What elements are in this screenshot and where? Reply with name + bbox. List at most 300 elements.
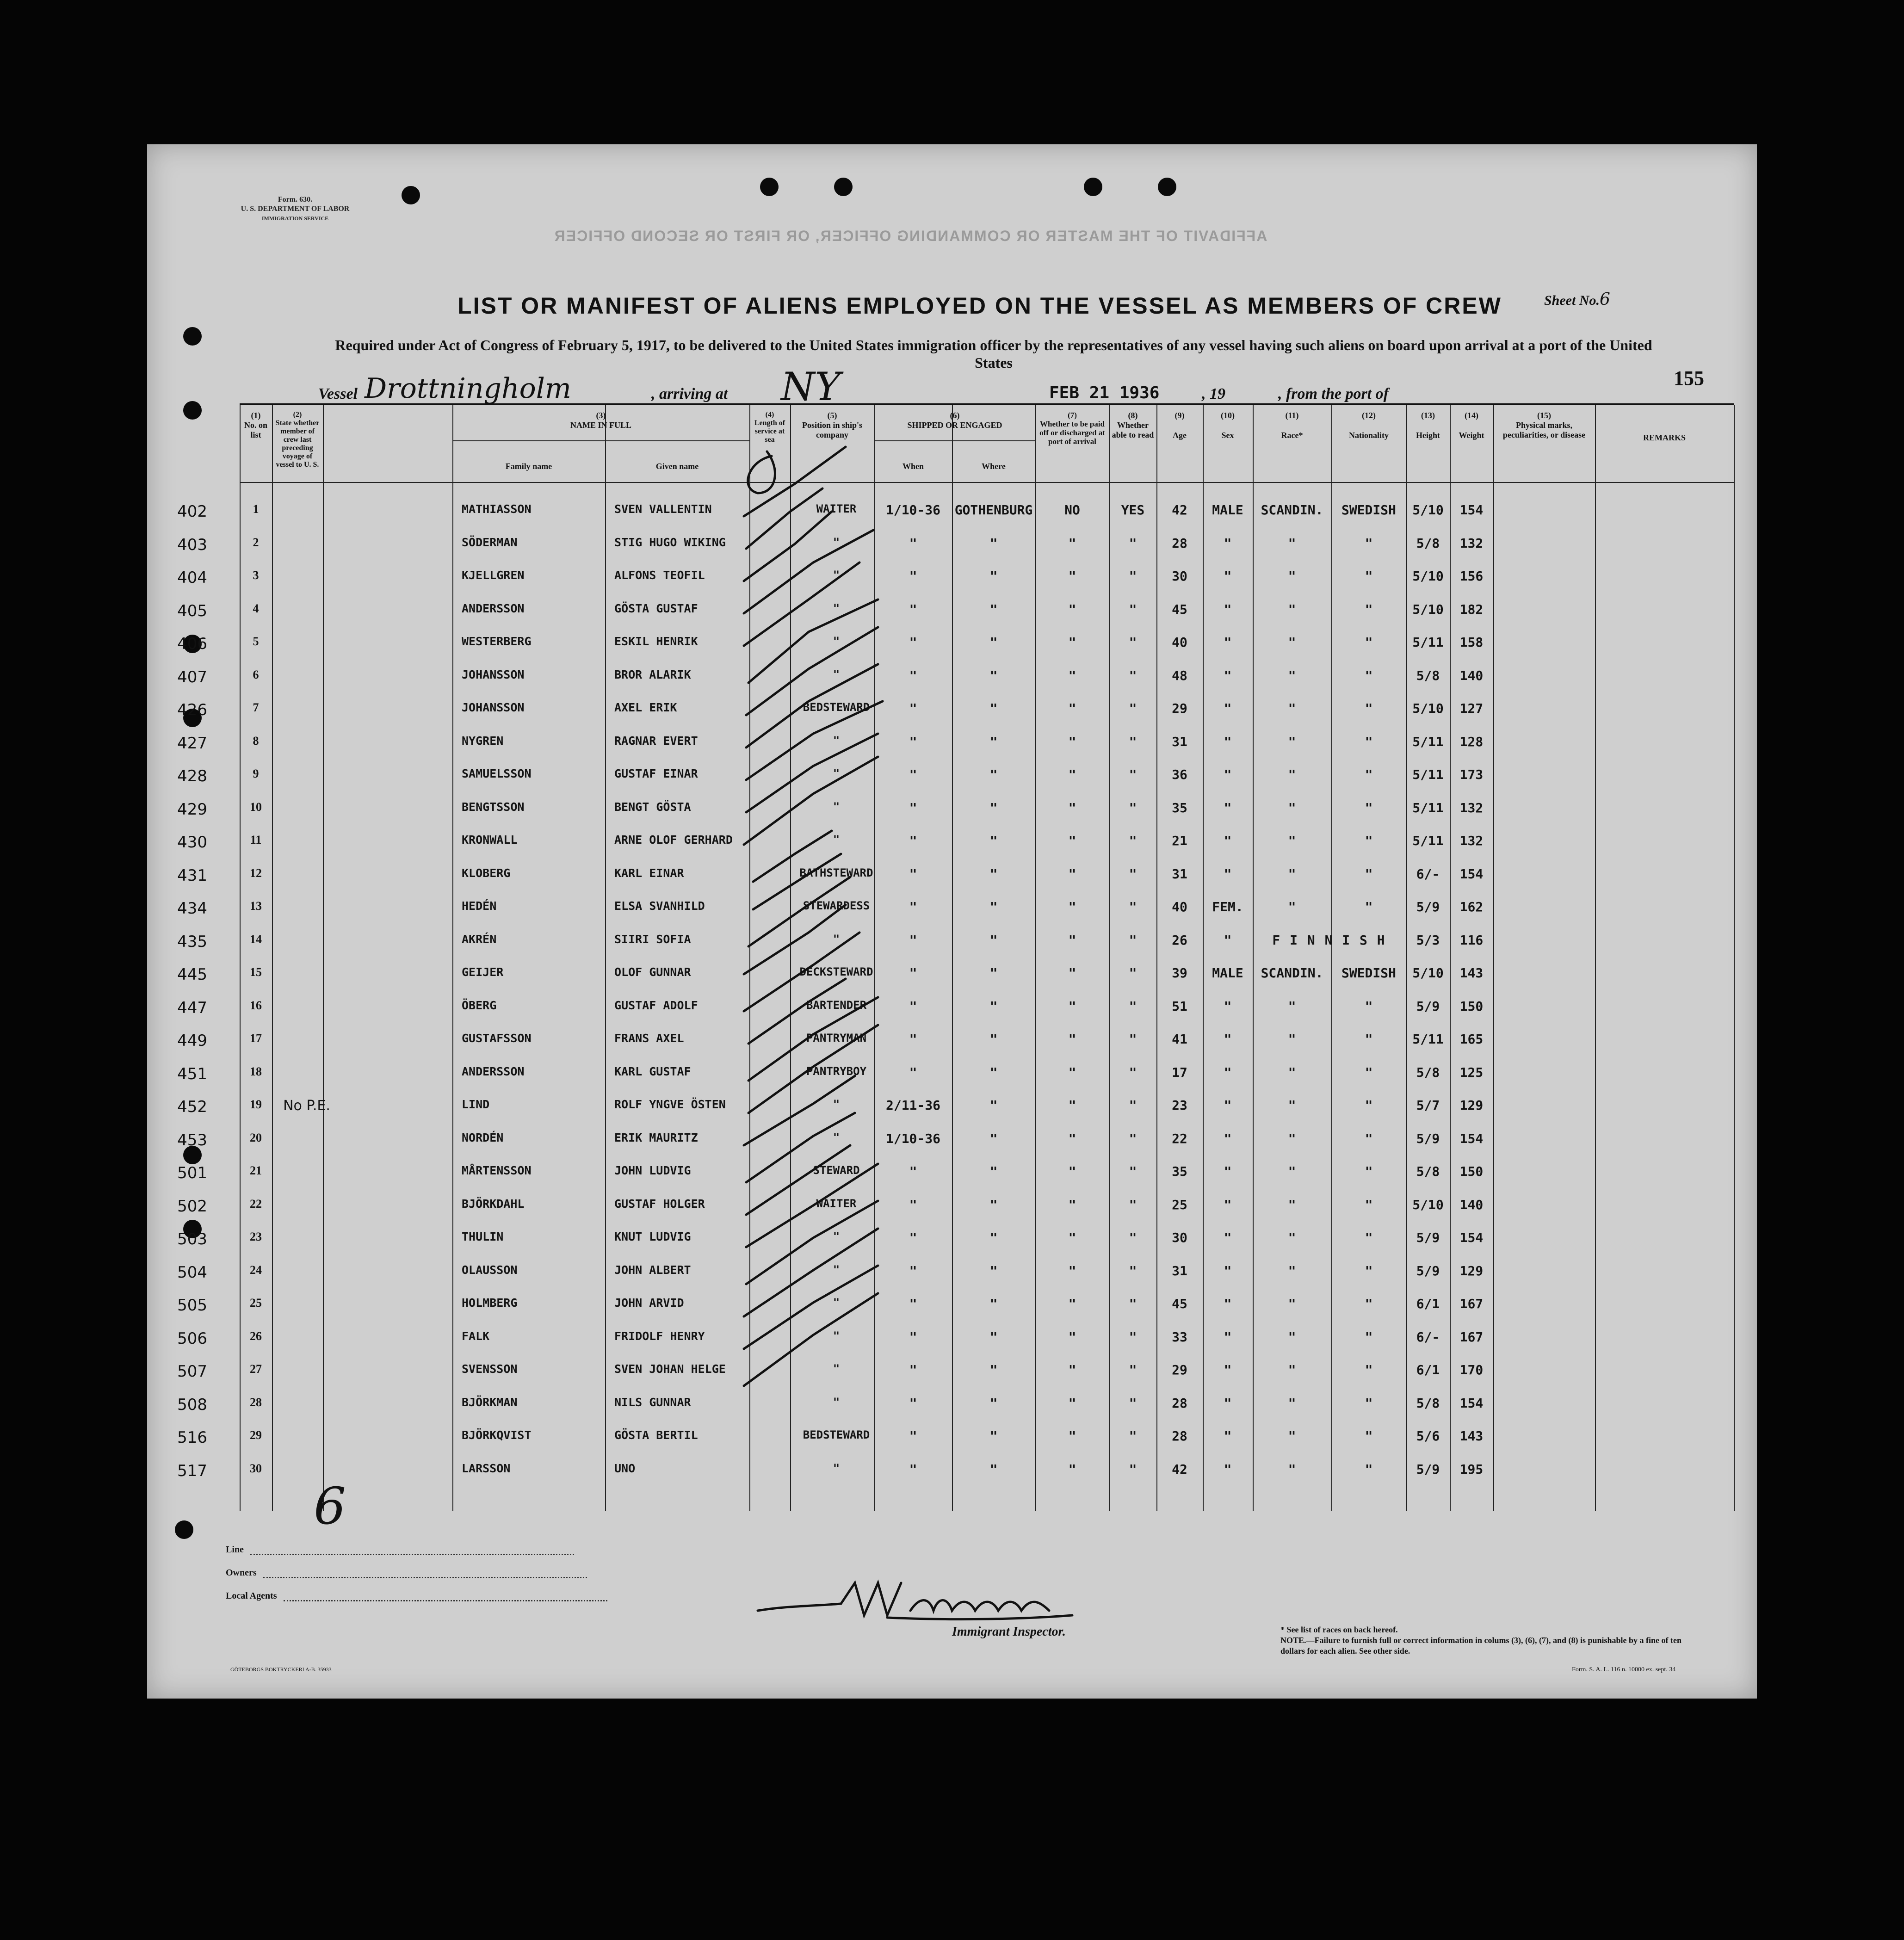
manifest-sheet: [147, 144, 1757, 1699]
family-name-cell: KRONWALL: [462, 833, 518, 846]
paid-off-cell: ": [1068, 1197, 1076, 1212]
col-6-header: (6) SHIPPED OR ENGAGED: [907, 411, 1002, 430]
weight-cell: 129: [1459, 1098, 1484, 1113]
sex-cell: ": [1224, 601, 1232, 617]
nationality-cell: ": [1365, 1164, 1373, 1179]
nationality-cell: ": [1365, 1131, 1373, 1146]
shipped-when-cell: ": [909, 1461, 917, 1477]
date-stamp: FEB 21 1936: [1049, 383, 1160, 402]
able-to-read-cell: ": [1129, 800, 1137, 816]
race-cell: ": [1288, 1164, 1296, 1179]
manifest-line-number: 504: [177, 1263, 207, 1282]
weight-cell: 167: [1459, 1296, 1484, 1311]
age-cell: 31: [1172, 1263, 1187, 1279]
sex-cell: ": [1224, 800, 1232, 816]
nationality-cell: ": [1365, 899, 1373, 914]
race-cell: ": [1288, 1263, 1296, 1279]
col-14-header: (14) Weight: [1459, 411, 1484, 440]
punch-hole: [1158, 178, 1176, 196]
race-cell: SCANDIN.: [1261, 965, 1323, 981]
line-number-cell: 27: [250, 1362, 262, 1376]
position-cell: BARTENDER: [806, 998, 867, 1012]
able-to-read-cell: ": [1129, 635, 1137, 650]
given-name-cell: RAGNAR EVERT: [614, 734, 698, 748]
race-cell: ": [1288, 1329, 1296, 1345]
given-name-cell: GÖSTA BERTIL: [614, 1428, 698, 1442]
able-to-read-cell: ": [1129, 1461, 1137, 1477]
height-cell: 5/8: [1416, 1164, 1440, 1179]
race-note: * See list of races on back hereof.: [1280, 1625, 1398, 1634]
paid-off-cell: ": [1068, 535, 1076, 551]
nationality-cell: ": [1365, 1362, 1373, 1378]
height-cell: 5/10: [1412, 1197, 1444, 1212]
punch-hole: [760, 178, 779, 196]
shipped-where-cell: ": [989, 767, 998, 782]
family-name-cell: NORDÉN: [462, 1131, 504, 1144]
line-number-cell: 14: [250, 932, 262, 946]
shipped-when-cell: ": [909, 1428, 917, 1444]
shipped-where-cell: ": [989, 932, 998, 948]
line-label: Line: [226, 1545, 244, 1555]
shipped-where-cell: ": [989, 1197, 998, 1212]
given-name-cell: SIIRI SOFIA: [614, 932, 691, 946]
family-name-cell: GEIJER: [462, 965, 504, 979]
line-number-cell: 22: [250, 1197, 262, 1211]
shipped-when-cell: 2/11-36: [885, 1098, 940, 1113]
height-cell: 6/1: [1416, 1362, 1440, 1378]
weight-cell: 156: [1459, 568, 1484, 584]
nationality-cell: ": [1365, 1197, 1373, 1212]
position-cell: BEDSTEWARD: [803, 1428, 870, 1441]
arriving-port: NY: [781, 364, 841, 409]
family-name-cell: HEDÉN: [462, 899, 497, 913]
line-number-cell: 4: [253, 601, 259, 615]
race-cell: ": [1288, 1395, 1296, 1411]
line-number-cell: 17: [250, 1032, 262, 1045]
weight-cell: 158: [1459, 635, 1484, 650]
able-to-read-cell: ": [1129, 1098, 1137, 1113]
sex-cell: ": [1224, 1197, 1232, 1212]
shipped-where-cell: ": [989, 635, 998, 650]
sex-cell: ": [1224, 1064, 1232, 1080]
sex-cell: MALE: [1212, 502, 1243, 518]
sex-cell: ": [1224, 1263, 1232, 1279]
manifest-line-number: 434: [177, 899, 207, 918]
shipped-where-cell: ": [989, 1329, 998, 1345]
race-cell: ": [1288, 701, 1296, 716]
age-cell: 25: [1172, 1197, 1187, 1212]
table-row: [177, 866, 1734, 900]
able-to-read-cell: ": [1129, 1263, 1137, 1279]
height-cell: 5/11: [1412, 734, 1444, 749]
punch-hole: [402, 186, 420, 204]
able-to-read-cell: ": [1129, 568, 1137, 584]
nationality-cell: ": [1365, 568, 1373, 584]
paid-off-cell: ": [1068, 1329, 1076, 1345]
race-cell: SCANDIN.: [1261, 502, 1323, 518]
race-cell: ": [1288, 1230, 1296, 1245]
line-number-cell: 2: [253, 535, 259, 549]
footnotes: [1280, 1625, 1697, 1656]
age-cell: 22: [1172, 1131, 1187, 1146]
age-cell: 39: [1172, 965, 1187, 981]
shipped-where-cell: ": [989, 568, 998, 584]
col-12-header: (12) Nationality: [1348, 411, 1389, 440]
given-name-cell: FRANS AXEL: [614, 1032, 684, 1045]
paid-off-cell: ": [1068, 734, 1076, 749]
race-cell: ": [1288, 1131, 1296, 1146]
weight-cell: 162: [1459, 899, 1484, 914]
weight-cell: 165: [1459, 1032, 1484, 1047]
table-row: [177, 833, 1734, 866]
shipped-when-cell: ": [909, 1395, 917, 1411]
height-cell: 6/1: [1416, 1296, 1440, 1311]
table-row: [177, 767, 1734, 800]
given-name-cell: ELSA SVANHILD: [614, 899, 705, 913]
able-to-read-cell: ": [1129, 1164, 1137, 1179]
line-number-cell: 1: [253, 502, 259, 516]
paid-off-cell: ": [1068, 833, 1076, 848]
family-name-cell: JOHANSSON: [462, 701, 525, 714]
previous-voyage-cell: No P.E.: [283, 1098, 330, 1114]
table-row: [177, 1461, 1734, 1495]
sex-cell: FEM.: [1212, 899, 1243, 914]
position-cell: ": [833, 833, 840, 846]
nationality-cell: ": [1365, 635, 1373, 650]
shipped-where-cell: ": [989, 1428, 998, 1444]
height-cell: 5/6: [1416, 1428, 1440, 1444]
age-cell: 33: [1172, 1329, 1187, 1345]
manifest-line-number: 431: [177, 866, 207, 885]
col-1-header: (1) No. on list: [244, 411, 267, 439]
position-cell: ": [833, 1263, 840, 1276]
shipped-where-cell: ": [989, 734, 998, 749]
height-cell: 5/9: [1416, 1230, 1440, 1245]
given-name-cell: GUSTAF ADOLF: [614, 998, 698, 1012]
able-to-read-cell: ": [1129, 1428, 1137, 1444]
family-name-cell: SVENSSON: [462, 1362, 518, 1376]
height-cell: 5/9: [1416, 899, 1440, 914]
line-number-cell: 12: [250, 866, 262, 880]
sex-cell: MALE: [1212, 965, 1243, 981]
paid-off-cell: ": [1068, 866, 1076, 882]
paid-off-cell: ": [1068, 1395, 1076, 1411]
race-cell: ": [1288, 1032, 1296, 1047]
height-cell: 6/-: [1416, 866, 1440, 882]
shipped-when-cell: ": [909, 833, 917, 848]
line-number-cell: 6: [253, 667, 259, 681]
shipped-when-cell: ": [909, 1032, 917, 1047]
family-name-cell: GUSTAFSSON: [462, 1032, 532, 1045]
table-row: [177, 1395, 1734, 1429]
service-name: IMMIGRATION SERVICE: [261, 215, 329, 222]
age-cell: 30: [1172, 1230, 1187, 1245]
weight-cell: 129: [1459, 1263, 1484, 1279]
height-cell: 5/9: [1416, 998, 1440, 1014]
given-name-cell: AXEL ERIK: [614, 701, 677, 714]
nationality-cell: SWEDISH: [1341, 502, 1396, 518]
shipped-when-cell: ": [909, 899, 917, 914]
col-13-header: (13) Height: [1416, 411, 1440, 440]
shipped-when-cell: ": [909, 701, 917, 716]
nationality-cell: ": [1365, 1329, 1373, 1345]
shipped-when-cell: ": [909, 932, 917, 948]
table-row: [177, 1164, 1734, 1197]
weight-cell: 173: [1459, 767, 1484, 782]
position-cell: ": [833, 601, 840, 615]
age-cell: 28: [1172, 535, 1187, 551]
punch-hole: [183, 327, 202, 346]
height-cell: 5/8: [1416, 535, 1440, 551]
given-name-cell: ESKIL HENRIK: [614, 635, 698, 648]
shipped-when-cell: ": [909, 767, 917, 782]
col-7-header: (7) Whether to be paid off or discharged at port of arrival: [1039, 411, 1105, 446]
age-cell: 29: [1172, 1362, 1187, 1378]
sex-cell: ": [1224, 1362, 1232, 1378]
shipped-when-cell: ": [909, 800, 917, 816]
family-name-cell: KJELLGREN: [462, 568, 525, 582]
weight-cell: 116: [1459, 932, 1484, 948]
manifest-line-number: 453: [177, 1131, 207, 1149]
table-row: [177, 1098, 1734, 1131]
height-cell: 5/10: [1412, 965, 1444, 981]
given-name-cell: KARL GUSTAF: [614, 1064, 691, 1078]
sex-cell: ": [1224, 1230, 1232, 1245]
table-row: [177, 502, 1734, 536]
paid-off-cell: ": [1068, 701, 1076, 716]
family-name-cell: KLOBERG: [462, 866, 511, 880]
weight-cell: 154: [1459, 502, 1484, 518]
position-cell: BATHSTEWARD: [799, 866, 873, 879]
weight-cell: 127: [1459, 701, 1484, 716]
table-row: [177, 1230, 1734, 1263]
position-cell: ": [833, 767, 840, 780]
shipped-where-cell: ": [989, 833, 998, 848]
line-number-cell: 13: [250, 899, 262, 913]
shipped-where-cell: ": [989, 1064, 998, 1080]
manifest-line-number: 402: [177, 502, 207, 521]
family-name-cell: FALK: [462, 1329, 490, 1343]
table-row: [177, 535, 1734, 569]
table-row: [177, 800, 1734, 834]
line-number-cell: 20: [250, 1131, 262, 1144]
race-cell: ": [1288, 998, 1296, 1014]
manifest-line-number: 452: [177, 1098, 207, 1116]
line-number-cell: 10: [250, 800, 262, 814]
family-name-cell: BJÖRKQVIST: [462, 1428, 532, 1442]
weight-cell: 143: [1459, 1428, 1484, 1444]
col-11-header: (11) Race*: [1281, 411, 1303, 440]
manifest-line-number: 406: [177, 635, 207, 653]
punch-hole: [1084, 178, 1102, 196]
family-name-cell: ANDERSSON: [462, 1064, 525, 1078]
shipped-where-cell: ": [989, 1461, 998, 1477]
shipped-where-cell: ": [989, 866, 998, 882]
weight-cell: 170: [1459, 1362, 1484, 1378]
shipped-where-cell: ": [989, 601, 998, 617]
age-cell: 28: [1172, 1395, 1187, 1411]
shipped-where-cell: ": [989, 998, 998, 1014]
manifest-line-number: 451: [177, 1064, 207, 1083]
shipped-where-cell: ": [989, 800, 998, 816]
line-number-cell: 16: [250, 998, 262, 1012]
family-name-cell: NYGREN: [462, 734, 504, 748]
manifest-line-number: 426: [177, 701, 207, 719]
able-to-read-cell: ": [1129, 734, 1137, 749]
family-name-cell: LARSSON: [462, 1461, 511, 1475]
given-name-header: Given name: [655, 462, 699, 471]
age-cell: 40: [1172, 635, 1187, 650]
weight-cell: 182: [1459, 601, 1484, 617]
nationality-cell: ": [1365, 833, 1373, 848]
manifest-line-number: 508: [177, 1395, 207, 1414]
position-cell: ": [833, 1362, 840, 1375]
shipped-when-cell: ": [909, 1329, 917, 1345]
shipped-where-cell: ": [989, 667, 998, 683]
shipped-where-cell: ": [989, 1131, 998, 1146]
given-name-cell: ARNE OLOF GERHARD: [614, 833, 733, 846]
height-cell: 5/8: [1416, 1064, 1440, 1080]
manifest-line-number: 445: [177, 965, 207, 984]
sheet-value: 6: [1600, 290, 1610, 309]
line-number-cell: 15: [250, 965, 262, 979]
col-10-header: (10) Sex: [1221, 411, 1235, 440]
paid-off-cell: ": [1068, 1230, 1076, 1245]
family-name-cell: AKRÉN: [462, 932, 497, 946]
nationality-cell: ": [1365, 1230, 1373, 1245]
able-to-read-cell: ": [1129, 1395, 1137, 1411]
weight-cell: 154: [1459, 1395, 1484, 1411]
given-name-cell: GÖSTA GUSTAF: [614, 601, 698, 615]
weight-cell: 154: [1459, 1230, 1484, 1245]
table-row: [177, 667, 1734, 701]
line-number-cell: 29: [250, 1428, 262, 1442]
given-name-cell: ALFONS TEOFIL: [614, 568, 705, 582]
line-number-cell: 5: [253, 635, 259, 648]
race-cell: ": [1288, 667, 1296, 683]
line-number-cell: 3: [253, 568, 259, 582]
col-8-header: (8) Whether able to read: [1112, 411, 1154, 439]
weight-cell: 132: [1459, 535, 1484, 551]
shipped-when-cell: ": [909, 1064, 917, 1080]
table-row: [177, 1329, 1734, 1363]
line-number-cell: 18: [250, 1064, 262, 1078]
family-name-cell: MÅRTENSSON: [462, 1164, 532, 1177]
table-row: [177, 701, 1734, 734]
race-cell: ": [1288, 734, 1296, 749]
weight-cell: 143: [1459, 965, 1484, 981]
shipped-when-cell: ": [909, 734, 917, 749]
owners-label: Owners: [226, 1568, 257, 1578]
nationality-cell: ": [1365, 1428, 1373, 1444]
table-row: [177, 1362, 1734, 1396]
given-name-cell: STIG HUGO WIKING: [614, 535, 726, 549]
age-cell: 31: [1172, 734, 1187, 749]
table-row: [177, 1296, 1734, 1329]
manifest-line-number: 428: [177, 767, 207, 785]
family-name-cell: BJÖRKMAN: [462, 1395, 518, 1409]
shipped-where-cell: ": [989, 701, 998, 716]
family-name-cell: OLAUSSON: [462, 1263, 518, 1277]
col-15-header: (15) Physical marks, peculiarities, or disease: [1502, 411, 1586, 439]
race-cell: ": [1288, 899, 1296, 914]
sex-cell: ": [1224, 1032, 1232, 1047]
page-title: LIST OR MANIFEST OF ALIENS EMPLOYED ON THE VESSEL AS MEMBERS OF CREW: [457, 293, 1502, 319]
race-cell: ": [1288, 800, 1296, 816]
line-number-cell: 30: [250, 1461, 262, 1475]
able-to-read-cell: YES: [1121, 502, 1145, 518]
table-row: [177, 635, 1734, 668]
age-cell: 45: [1172, 601, 1187, 617]
age-cell: 23: [1172, 1098, 1187, 1113]
paid-off-cell: ": [1068, 1098, 1076, 1113]
weight-cell: 140: [1459, 667, 1484, 683]
age-cell: 45: [1172, 1296, 1187, 1311]
paid-off-cell: ": [1068, 1296, 1076, 1311]
manifest-line-number: 516: [177, 1428, 207, 1447]
given-name-cell: JOHN ARVID: [614, 1296, 684, 1310]
punch-hole: [183, 401, 202, 420]
given-name-cell: SVEN VALLENTIN: [614, 502, 712, 516]
given-name-cell: BENGT GÖSTA: [614, 800, 691, 814]
position-cell: ": [833, 800, 840, 813]
given-name-cell: KARL EINAR: [614, 866, 684, 880]
manifest-line-number: 502: [177, 1197, 207, 1216]
height-cell: 5/9: [1416, 1263, 1440, 1279]
height-cell: 5/11: [1412, 635, 1444, 650]
shipped-when-cell: ": [909, 1197, 917, 1212]
shipped-where-cell: ": [989, 1164, 998, 1179]
paid-off-cell: ": [1068, 899, 1076, 914]
shipped-where-cell: ": [989, 965, 998, 981]
shipped-when-cell: 1/10-36: [885, 1131, 940, 1146]
inspector-signature: [748, 1578, 1082, 1629]
sex-cell: ": [1224, 1164, 1232, 1179]
nationality-cell: SWEDISH: [1341, 965, 1396, 981]
family-name-cell: SAMUELSSON: [462, 767, 532, 780]
race-cell: ": [1288, 1098, 1296, 1113]
position-cell: ": [833, 1329, 840, 1342]
given-name-cell: GUSTAF HOLGER: [614, 1197, 705, 1211]
age-cell: 17: [1172, 1064, 1187, 1080]
height-cell: 5/10: [1412, 502, 1444, 518]
race-cell: ": [1288, 1428, 1296, 1444]
position-cell: STEWARD: [813, 1164, 860, 1177]
nationality-cell: ": [1365, 866, 1373, 882]
age-cell: 26: [1172, 932, 1187, 948]
manifest-line-number: 429: [177, 800, 207, 819]
paid-off-cell: ": [1068, 965, 1076, 981]
from-port-label: , from the port of: [1278, 385, 1389, 402]
table-row: [177, 1263, 1734, 1297]
manifest-line-number: 435: [177, 932, 207, 951]
table-row: [177, 1131, 1734, 1164]
age-cell: 42: [1172, 1461, 1187, 1477]
form-number: Form. S. A. L. 116 n. 10000 ex. sept. 34: [1572, 1666, 1676, 1673]
given-name-cell: JOHN LUDVIG: [614, 1164, 691, 1177]
age-cell: 35: [1172, 800, 1187, 816]
height-cell: 5/11: [1412, 767, 1444, 782]
paid-off-cell: ": [1068, 1032, 1076, 1047]
position-cell: BEDSTEWARD: [803, 701, 870, 714]
sheet-number: [1544, 290, 1610, 309]
bleed-through-text: AFFIDAVIT OF THE MASTER OR COMMANDING OFFICER, OR FIRST OR SECOND OFFICER: [553, 228, 1267, 244]
nationality-cell: ": [1365, 1263, 1373, 1279]
position-cell: PANTRYMAN: [806, 1032, 867, 1044]
shipped-where-cell: ": [989, 1362, 998, 1378]
age-cell: 35: [1172, 1164, 1187, 1179]
weight-cell: 150: [1459, 1164, 1484, 1179]
